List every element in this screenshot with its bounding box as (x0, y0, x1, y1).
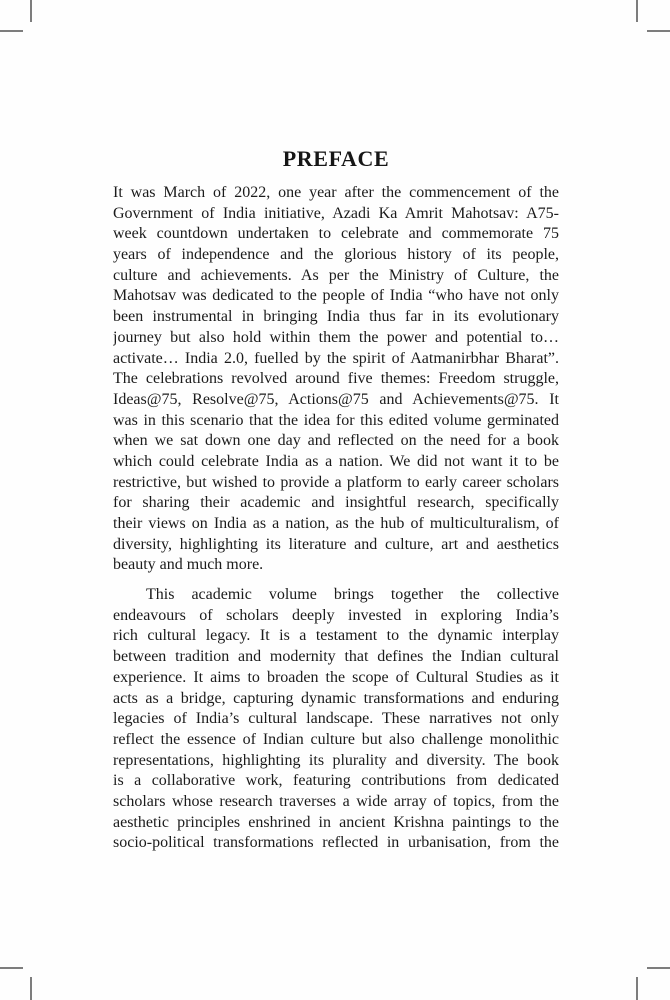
text-line: acts as a bridge, capturing dynamic transformations and enduring (113, 689, 559, 707)
crop-mark-bottom-left-horizontal (0, 967, 23, 969)
text-line: which could celebrate India as a nation. We did not want it to be (113, 452, 559, 470)
crop-mark-top-right-horizontal (647, 30, 670, 32)
text-line: was in this scenario that the idea for this edited volume germinated (113, 411, 559, 429)
crop-mark-top-right-vertical (636, 0, 638, 22)
text-line: been instrumental in bringing India thus far in its evolutionary (113, 308, 559, 326)
text-line: The celebrations revolved around five themes: Freedom struggle, (113, 370, 559, 388)
text-line: culture and achievements. As per the Ministry of Culture, the (113, 266, 559, 284)
text-line: their views on India as a nation, as the hub of multiculturalism, of (113, 515, 559, 532)
text-line: activate… India 2.0, fuelled by the spirit of Aatmanirbhar Bharat”. (113, 349, 559, 367)
crop-mark-top-left-vertical (30, 0, 32, 22)
paragraph (113, 585, 559, 854)
text-line: week countdown undertaken to celebrate and commemorate 75 (113, 225, 559, 243)
text-line: reflect the essence of Indian culture but also challenge monolithic (113, 730, 559, 748)
text-line: experience. It aims to broaden the scope of Cultural Studies as it (113, 668, 559, 686)
text-line: is a collaborative work, featuring contributions from dedicated (113, 772, 559, 790)
text-line: endeavours of scholars deeply invested in exploring India’s (113, 606, 559, 624)
text-line: This academic volume brings together the collective (146, 586, 559, 604)
text-line: Government of India initiative, Azadi Ka Amrit Mahotsav: A75- (113, 204, 559, 222)
text-line: journey but also hold within them the power and potential to… (113, 328, 559, 346)
crop-mark-top-left-horizontal (0, 30, 23, 32)
text-line: beauty and much more. (113, 556, 264, 574)
text-line: when we sat down one day and reflected on the need for a book (113, 432, 559, 450)
text-line: Ideas@75, Resolve@75, Actions@75 and Achievements@75. It (113, 390, 559, 408)
text-line: It was March of 2022, one year after the commencement of the (113, 184, 559, 201)
text-line: years of independence and the glorious history of its people, (113, 246, 559, 264)
text-line: aesthetic principles enshrined in ancient Krishna paintings to the (113, 813, 559, 831)
text-line: scholars whose research traverses a wide array of topics, from the (113, 792, 559, 810)
text-line: restrictive, but wished to provide a platform to early career scholars (113, 473, 559, 491)
text-line: legacies of India’s cultural landscape. These narratives not only (113, 710, 559, 728)
text-line: between tradition and modernity that defines the Indian cultural (113, 648, 559, 666)
page-title: PREFACE (282, 146, 390, 171)
crop-mark-bottom-right-horizontal (647, 967, 670, 969)
text-line: for sharing their academic and insightful research, specifically (113, 494, 559, 512)
text-line: diversity, highlighting its literature and culture, art and aesthetics (113, 535, 559, 553)
text-line: representations, highlighting its plurality and diversity. The book (113, 751, 559, 769)
text-block (113, 183, 559, 854)
paragraph (113, 183, 559, 576)
text-line: rich cultural legacy. It is a testament to the dynamic interplay (113, 627, 559, 645)
text-line: Mahotsav was dedicated to the people of India “who have not only (113, 287, 559, 305)
text-line: socio-political transformations reflected in urbanisation, from the (113, 834, 559, 852)
crop-mark-bottom-left-vertical (30, 977, 32, 1000)
crop-mark-bottom-right-vertical (636, 977, 638, 1000)
